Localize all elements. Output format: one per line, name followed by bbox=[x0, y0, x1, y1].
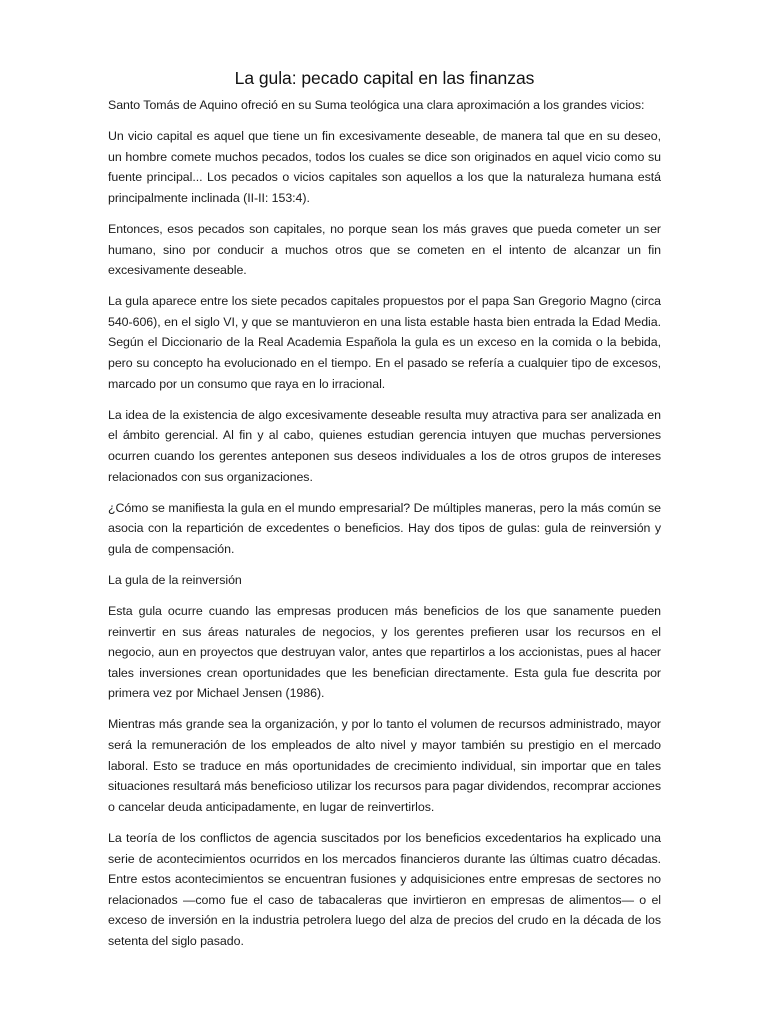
paragraph-agency-theory: La teoría de los conflictos de agencia suscitados por los beneficios excedentarios ha explicado una serie de acontecimientos ocurridos en los mercados financieros durante las últimas cuatro décadas. Entre estos acontecimientos se encuentran fusiones y adquisiciones entre empresas de sectores no relacionados —como fue el caso de tabacaleras que invirtieron en empresas de alimentos— o el exceso de inversión en la industria petrolera luego del alza de precios del crudo en la década de los setenta del siglo pasado. bbox=[108, 830, 661, 948]
paragraph-organization-size: Mientras más grande sea la organización, y por lo tanto el volumen de recursos administrado, mayor será la remuneración de los empleados de alto nivel y mayor también su prestigio en el mercado laboral. Esto se traduce en más oportunidades de crecimiento individual, sin importar que en tales situaciones resultará más beneficioso utilizar los recursos para pagar dividendos, recomprar acciones o cancelar deuda anticipadamente, en lugar de reinvertirlos. bbox=[108, 717, 661, 814]
paragraph-quote: Un vicio capital es aquel que tiene un fin excesivamente deseable, de manera tal que en su deseo, un hombre comete muchos pecados, todos los cuales se dice son originados en aquel vicio como su fuente principal... Los pecados o vicios capitales son aquellos a los que la naturaleza humana está principalmente inclinada (II-II: 153:4). bbox=[108, 129, 661, 205]
document-title: La gula: pecado capital en las finanzas bbox=[234, 68, 535, 88]
paragraph-capital-sins: Entonces, esos pecados son capitales, no porque sean los más graves que pueda cometer un ser humano, sino por conducir a muchos otros que se cometen en el intento de alcanzar un fin excesivamente deseable. bbox=[108, 221, 661, 278]
section-heading-reinversion: La gula de la reinversión bbox=[108, 572, 242, 587]
paragraph-reinversion-definition: Esta gula ocurre cuando las empresas producen más beneficios de los que sanamente pueden reinvertir en sus áreas naturales de negocios, y los gerentes prefieren usar los recursos en el negocio, aun en proyectos que destruyan valor, antes que repartirlos a los accionistas, pues al hacer tales inversiones crean oportunidades que les benefician directamente. Esta gula fue descrita por primera vez por Michael Jensen (1986). bbox=[108, 603, 661, 701]
paragraph-intro: Santo Tomás de Aquino ofreció en su Suma teológica una clara aproximación a los grandes vicios: bbox=[108, 98, 645, 112]
document-body bbox=[108, 64, 661, 962]
paragraph-management: La idea de la existencia de algo excesivamente deseable resulta muy atractiva para ser analizada en el ámbito gerencial. Al fin y al cabo, quienes estudian gerencia intuyen que muchas perversiones ocurren cuando los gerentes anteponen sus deseos individuales a los de otros grupos de intereses relacionados con sus organizaciones. bbox=[108, 407, 661, 484]
paragraph-business-gula: ¿Cómo se manifiesta la gula en el mundo empresarial? De múltiples maneras, pero la más común se asocia con la repartición de excedentes o beneficios. Hay dos tipos de gulas: gula de reinversión y gula de compensación. bbox=[108, 500, 661, 556]
paragraph-gula-origin: La gula aparece entre los siete pecados capitales propuestos por el papa San Gregorio Magno (circa 540-606), en el siglo VI, y que se mantuvieron en una lista estable hasta bien entrada la Edad Media. Según el Diccionario de la Real Academia Española la gula es un exceso en la comida o la bebida, pero su concepto ha evolucionado en el tiempo. En el pasado se refería a cualquier tipo de excesos, marcado por un consumo que raya en lo irracional. bbox=[108, 294, 661, 391]
